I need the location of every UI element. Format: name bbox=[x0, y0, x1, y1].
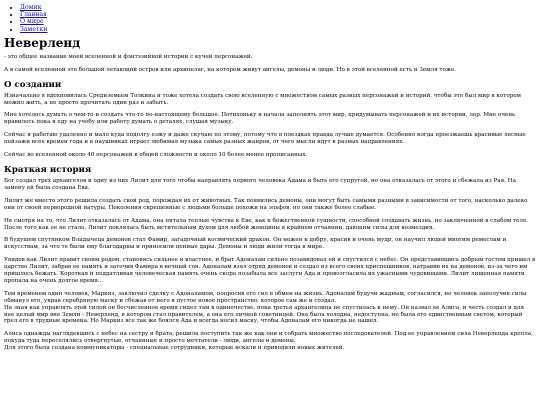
paragraph: Сейчас я работаю удаленно и мало куда подолгу езжу и даже скучаю по этому, потому что в поездках правда лучше думается. Особенно когда проезжаешь красивые лесные пейзажи всех времен года и в наушниках играет любимая музыка самых разных жанров, от чего мысли идут в разных направлениях. bbox=[4, 132, 526, 146]
paragraph: Тем временем один человек, Маркиз, заключил сделку с Адоналамом, попросив его сил в обмен на жизнь. Адоналам будучи жадным, согласился, но человек заполучив силы обманул его, украв серебряную маску и сбежав от него в пустое новое пространство, которое сам же и создал. bbox=[4, 290, 527, 304]
nav-item-home bbox=[20, 4, 536, 11]
intro-paragraph: - это общее название моей вселенной и фэнтэзийной истории с кучей персонажей. bbox=[4, 53, 253, 60]
nav-item-notes bbox=[20, 26, 536, 33]
nav-item-main bbox=[20, 11, 536, 18]
section-heading-creation: О создании bbox=[4, 79, 62, 90]
paragraph: Не смотря на то, что Лилит отказалась от Адама, она питала теплые чувства к Еве, как к божественной сущности, способной создавать жизнь, но заключенной в слабом теле. После того как ее не стало, Лилит поклялась быть мстительным духом для любой женщины в крайнем отчаянии, дающим силы для возмездия. bbox=[4, 217, 529, 231]
paragraph: Изначально я вдохновилась Средиземьем Толкина и тоже хотела создать свою вселенную с множеством самых разных персонажей и историй, чтобы это был мир в котором можно жить, а не просто прочитать один раз и забыть. bbox=[4, 92, 522, 106]
nav-link-about-world[interactable]: О мире bbox=[20, 18, 44, 26]
paragraph: Увидев как Лилит правит своим родом, становясь сильнее и властнее, и брат Адоналам сильно позавидовал ей и спустился с небес. Он представившись добрым гостем пришел в царство Лилит, забрав ее память и заточив Фамира в вечный сон. Адоналам взял отряд демонов и создал из всего своих приспешников, натравив их на демонов, из-за чего им пришлось бежать. Короткая и поддатливая человеческая память очень скоро позабыла все заслуги Ада и провозгласила их ужасными чудовищами. Лилит лишенная памяти пропала на очень долгое время... bbox=[4, 257, 536, 284]
paragraph: В будущем спутником Владычеца демонов стал Фамир, загадочный космический дракон. Он нежен к добру, красив и очень мудр, он научил людей многим ремеслам и искусствам, за что те были ему благодарны и приносили ценные дары. Демоны и люди жили тогда в мире. bbox=[4, 237, 507, 251]
nav-link-home[interactable]: Домик bbox=[20, 4, 42, 11]
intro-paragraph: А в самой вселенной это большой летающий остров или архипелаг, на котором живут ангелы, демоны и люди. Но в этой вселенной есть и Земля тоже. bbox=[4, 66, 457, 73]
nav-link-notes[interactable]: Заметки bbox=[20, 25, 48, 33]
paragraph: Алиса однажды наглядевшись с небес на сестру и брата, решила поступить так же как они и собрать множество последователей. Под ее управлением сила Неверленда крепла, покуда туда переселялись отвергнутые, отчаянные и просто мечтатели - люди, ангелы и демоны. bbox=[4, 331, 533, 345]
nav-link-main[interactable]: Главная bbox=[20, 11, 47, 19]
nav-item-about-world bbox=[20, 18, 536, 25]
paragraph: Мне хотелось думать о чем-то и создать что-то по-настоящему большое. Потихоньку я начала заполнять этот мир, придумывать персонажей и их истории, лор. Мне очень нравилось пока я еду на учебу или работу думать о деталях, слушая музыку. bbox=[4, 112, 516, 126]
paragraph: Не зная как управлять этой силой он бесчисленное время сидел там в одиночестве, пока третья архангелица не спустилась к нему. Он назвал ее Алиса, и честь создал и для нее целый мир вне Земли - Неверленд, в котором стал правителем, а она его личной советницей. Она была холодна, недоступна, но была его единственным светом, который грел его в трудные времена. Но Маркиз все так же боялся Ада и всегда носил маску, чтобы Адоналам его никогда не нашел. bbox=[4, 304, 525, 325]
paragraph: Бог создал трех архангелов и одну из них Лилит для того чтобы направлять первого человека Адама и быть его супругой, но она отказалась от этого и сбежала из Рая. На замену ей была создана Ева. bbox=[4, 177, 516, 191]
nav-menu bbox=[4, 4, 536, 33]
paragraph: Сейчас во вселенной около 40 персонажей в общей сложности и около 10 более менее прописанных. bbox=[4, 152, 308, 159]
page-title: Неверленд bbox=[4, 35, 81, 50]
paragraph: Лилит же вместо этого решила создать свой род, порождая их от животных. Так появились демоны, они могут быть самыми разными в зависимости от того, насколько далеко они от своей первородной натуры. Поколения скрещенные с людьми больше похожи на эльфов, но они также более слабые. bbox=[4, 197, 528, 211]
paragraph: Для этого была создана коммуникаторы - специальные сотрудники, которые искали и приводили новых жителей. bbox=[4, 345, 345, 352]
section-heading-history: Краткая история bbox=[4, 164, 92, 175]
